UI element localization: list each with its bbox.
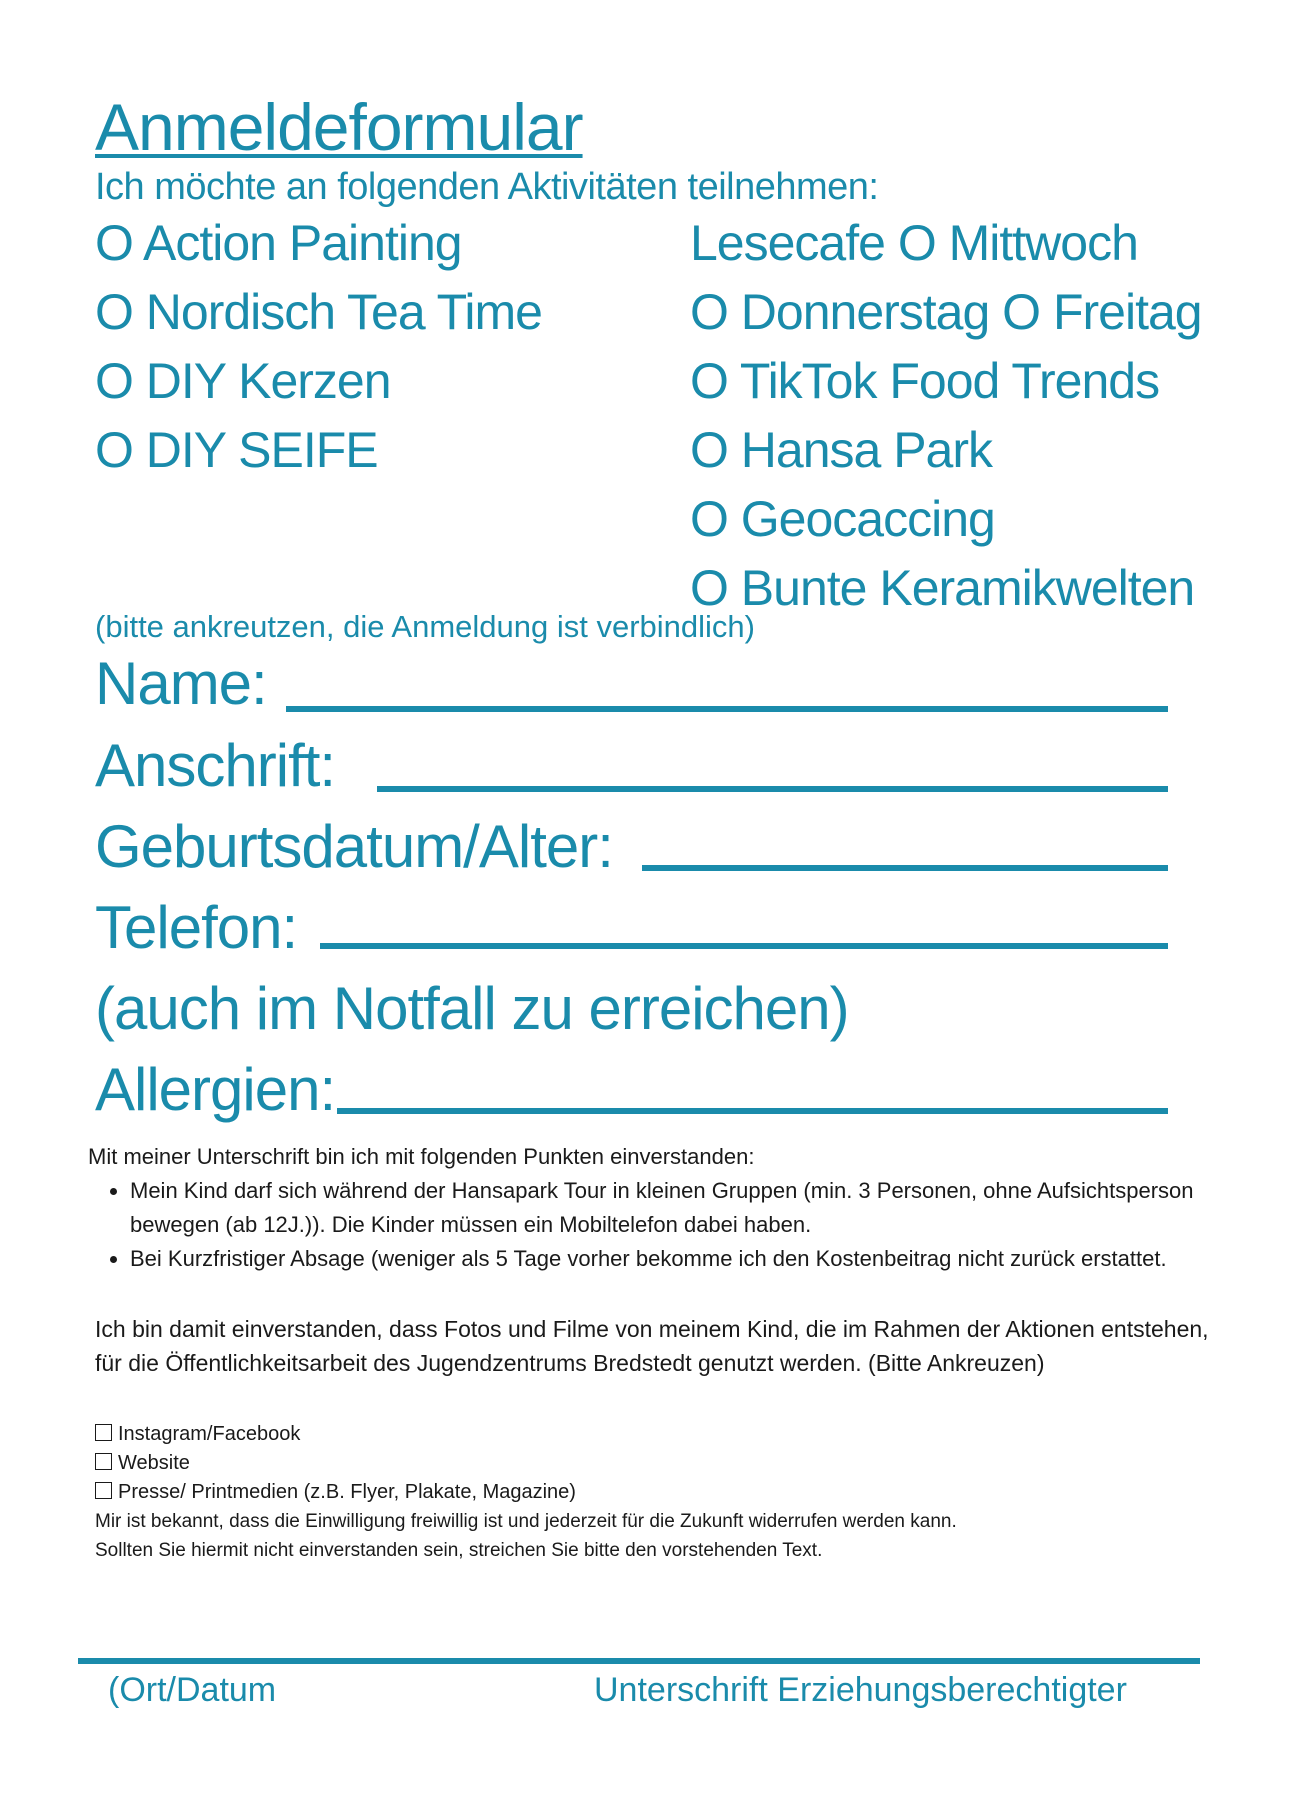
activity-geocaccing[interactable]: O Geocaccing [690, 491, 995, 547]
activity-action-painting[interactable]: O Action Painting [95, 215, 462, 271]
allergies-label: Allergien: [95, 1056, 336, 1123]
consent-item-hansapark: • Mein Kind darf sich während der Hansapark Tour in kleinen Gruppen (min. 3 Personen, ohne Aufsichtsperson bewegen (ab 12J.)). Die Kinder müssen ein Mobiltelefon dabei haben. [130, 1174, 1230, 1242]
checkbox-icon[interactable] [95, 1424, 112, 1441]
place-date-label: (Ort/Datum [108, 1671, 277, 1709]
consent-heading: Mit meiner Unterschrift bin ich mit folgenden Punkten einverstanden: [88, 1144, 755, 1169]
page-subtitle: Ich möchte an folgenden Aktivitäten teilnehmen: [95, 166, 879, 208]
phone-label: Telefon: [95, 894, 298, 961]
revocation-note: Mir ist bekannt, dass die Einwilligung freiwillig ist und jederzeit für die Zukunft widerrufen werden kann. [95, 1511, 957, 1532]
activity-hansa-park[interactable]: O Hansa Park [690, 422, 993, 478]
registration-hint: (bitte ankreutzen, die Anmeldung ist verbindlich) [95, 609, 755, 644]
activity-diy-seife[interactable]: O DIY SEIFE [95, 422, 378, 478]
photo-consent-text: Ich bin damit einverstanden, dass Fotos und Filme von meinem Kind, die im Rahmen der Aktionen entstehen, für die Öffentlichkeitsarbeit des Jugendzentrums Bredstedt genutzt werden. (Bitte Ankreuzen) [95, 1316, 1209, 1376]
address-label: Anschrift: [95, 732, 336, 799]
checkbox-icon[interactable] [95, 1482, 112, 1499]
activity-nordisch-tea-time[interactable]: O Nordisch Tea Time [95, 284, 542, 340]
name-line[interactable] [286, 706, 1168, 712]
birth-line[interactable] [642, 865, 1168, 871]
option-website[interactable] [95, 1449, 190, 1478]
objection-note: Sollten Sie hiermit nicht einverstanden sein, streichen Sie bitte den vorstehenden Text. [95, 1540, 823, 1561]
activity-lesecafe[interactable]: Lesecafe O Mittwoch [690, 215, 1138, 271]
checkbox-icon[interactable] [95, 1453, 112, 1470]
option-label: Presse/ Printmedien (z.B. Flyer, Plakate, Magazine) [118, 1481, 576, 1503]
consent-item-cancellation: • Bei Kurzfristiger Absage (weniger als 5 Tage vorher bekomme ich den Kostenbeitrag nicht zurück erstattet. [130, 1242, 1230, 1276]
birth-label: Geburtsdatum/Alter: [95, 813, 613, 880]
option-label: Instagram/Facebook [118, 1423, 301, 1445]
name-label: Name: [95, 650, 267, 717]
signature-line[interactable] [78, 1658, 1200, 1664]
allergies-line[interactable] [337, 1108, 1168, 1114]
option-presse[interactable] [95, 1478, 576, 1507]
phone-line[interactable] [320, 943, 1168, 949]
page-title: Anmeldeformular [95, 90, 583, 164]
guardian-signature-label: Unterschrift Erziehungsberechtigter [594, 1671, 1127, 1709]
phone-note: (auch im Notfall zu erreichen) [95, 975, 849, 1042]
activity-tiktok-food-trends[interactable]: O TikTok Food Trends [690, 353, 1160, 409]
activity-bunte-keramikwelten[interactable]: O Bunte Keramikwelten [690, 560, 1195, 616]
address-line[interactable] [377, 786, 1168, 792]
consent-list [106, 1174, 1230, 1276]
option-label: Website [118, 1452, 190, 1474]
activity-lesecafe-days[interactable]: O Donnerstag O Freitag [690, 284, 1202, 340]
option-instagram-facebook[interactable] [95, 1420, 300, 1449]
activity-diy-kerzen[interactable]: O DIY Kerzen [95, 353, 391, 409]
